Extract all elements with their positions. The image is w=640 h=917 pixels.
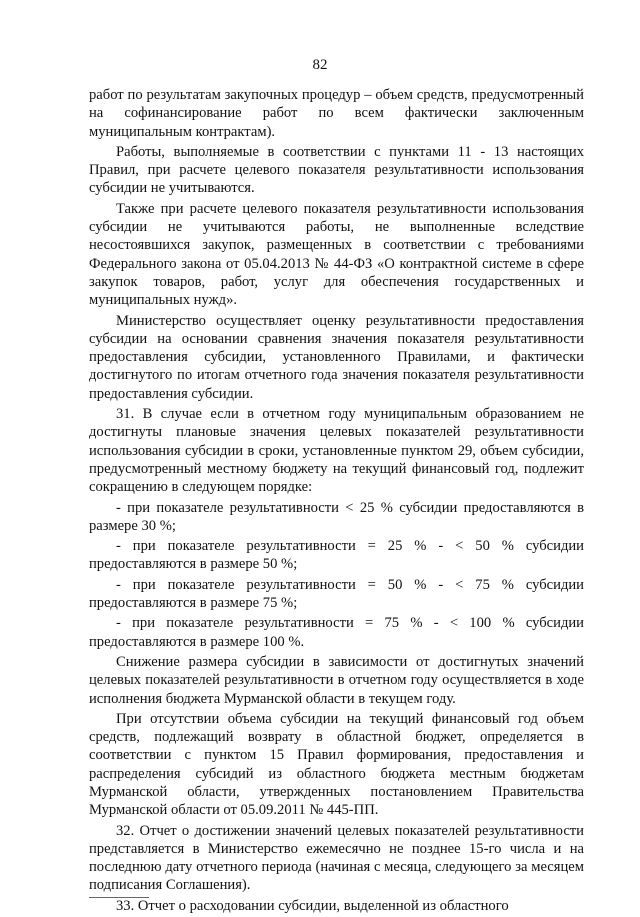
- document-body: [89, 86, 584, 917]
- footnote-divider: [89, 897, 149, 898]
- paragraph: Снижение размера субсидии в зависимости от достигнутых значений целевых показателей результативности в отчетном году осуществляется в ходе исполнения бюджета Мурманской области в текущем году.: [89, 653, 584, 707]
- paragraph: 32. Отчет о достижении значений целевых показателей результативности представляется в Министерство ежемесячно не позднее 15-го числа и на последнюю дату отчетного периода (начиная с месяца, следующего за месяцем подписания Соглашения).: [89, 822, 584, 894]
- paragraph: Министерство осуществляет оценку результативности предоставления субсидии на основании сравнения значения показателя результативности предоставления субсидии, установленного Правилами, и фактически достигнутого по итогам отчетного года значения показателя результативности предоставления субсидии.: [89, 312, 584, 402]
- paragraph: 31. В случае если в отчетном году муниципальным образованием не достигнуты плановые значения целевых показателей результативности использования субсидии в сроки, установленные пунктом 29, объем субсидии, предусмотренный местному бюджету на текущий финансовый год, подлежит сокращению в следующем порядке:: [89, 406, 584, 496]
- list-item: - при показателе результативности < 25 % субсидии предоставляются в размере 30 %;: [89, 499, 584, 534]
- paragraph: Работы, выполняемые в соответствии с пунктами 11 - 13 настоящих Правил, при расчете целевого показателя результативности использования субсидии не учитываются.: [89, 143, 584, 197]
- paragraph: работ по результатам закупочных процедур – объем средств, предусмотренный на софинансирование работ по всем фактически заключенным муниципальным контрактам).: [89, 87, 584, 140]
- paragraph: При отсутствии объема субсидии на текущий финансовый год объем средств, подлежащий возврату в областной бюджет, определяется в соответствии с пунктом 15 Правил формирования, предоставления и распределения субсидий из областного бюджета местным бюджетам Мурманской области, утвержденных постановлением Правительства Мурманской области от 05.09.2011 № 445-ПП.: [89, 710, 584, 819]
- list-item: - при показателе результативности = 25 % - < 50 % субсидии предоставляются в размере 50 %;: [89, 538, 584, 573]
- page-number: 82: [312, 57, 328, 73]
- paragraph: 33. Отчет о расходовании субсидии, выделенной из областного: [116, 897, 509, 914]
- paragraph: Также при расчете целевого показателя результативности использования субсидии не учитываются работы, не выполненные вследствие несостоявшихся закупок, размещенных в соответствии с требованиями Федерального закона от 05.04.2013 № 44-ФЗ «О контрактной системе в сфере закупок товаров, работ, услуг для обеспечения государственных и муниципальных нужд».: [89, 200, 584, 309]
- list-item: - при показателе результативности = 50 % - < 75 % субсидии предоставляются в размере 75 %;: [89, 576, 584, 612]
- list-item: - при показателе результативности = 75 % - < 100 % субсидии предоставляются в размере 100 %.: [89, 615, 584, 650]
